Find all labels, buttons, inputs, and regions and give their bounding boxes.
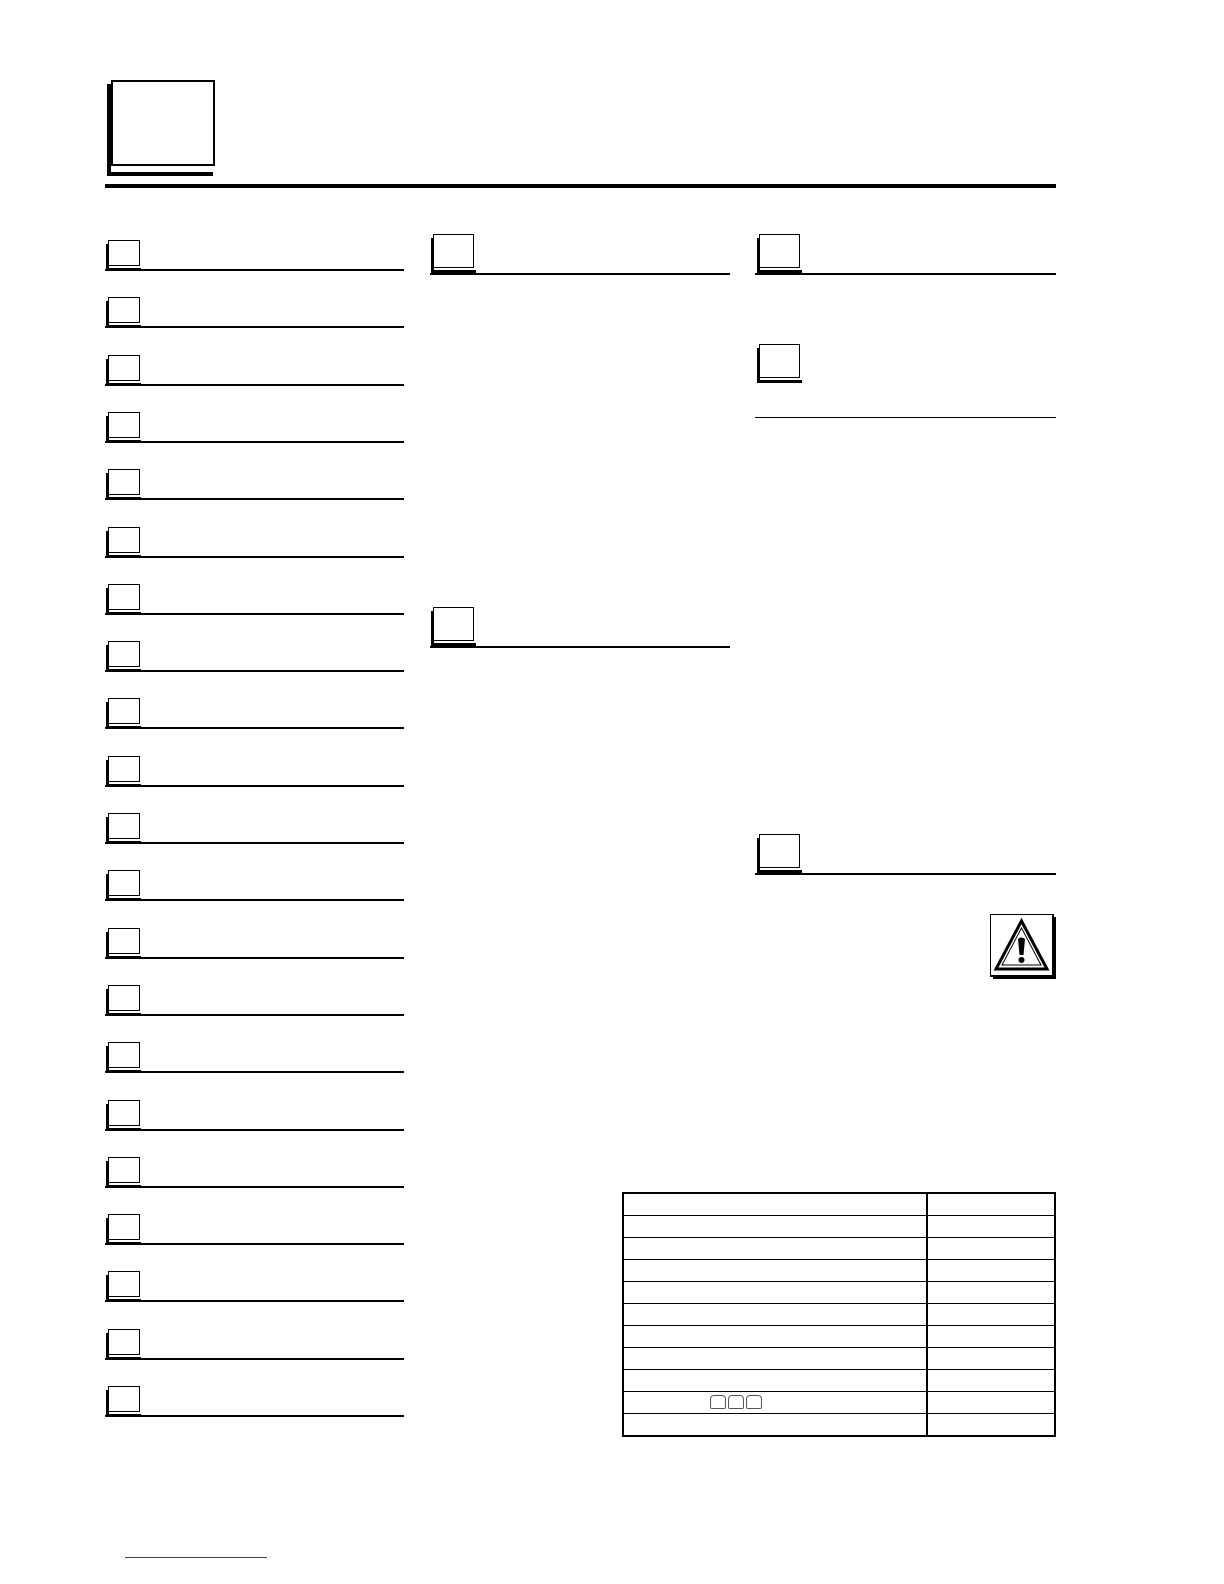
section-marker-left-9 — [106, 698, 140, 728]
table-cell — [623, 1216, 927, 1238]
table-cell — [623, 1414, 927, 1437]
section-marker-left-19 — [106, 1271, 140, 1301]
table-row — [623, 1193, 1055, 1216]
table-cell — [927, 1282, 1055, 1304]
table-row — [623, 1370, 1055, 1392]
table-cell — [623, 1304, 927, 1326]
section-marker-left-16 — [106, 1100, 140, 1130]
battery-icon — [710, 1395, 762, 1409]
section-rule-left-7 — [105, 613, 404, 615]
table-cell — [623, 1282, 927, 1304]
chapter-marker — [107, 80, 215, 176]
section-marker-left-15 — [106, 1042, 140, 1072]
section-marker-left-6 — [106, 527, 140, 557]
section-marker-left-7 — [106, 584, 140, 614]
table-cell — [623, 1348, 927, 1370]
table-cell — [623, 1370, 927, 1392]
table-cell — [623, 1260, 927, 1282]
table-cell — [927, 1370, 1055, 1392]
table-cell — [927, 1392, 1055, 1414]
table-row — [623, 1238, 1055, 1260]
section-marker-left-17 — [106, 1157, 140, 1187]
chapter-rule — [105, 184, 1056, 188]
section-marker-left-12 — [106, 870, 140, 900]
section-marker-middle-2 — [431, 607, 475, 645]
section-rule-left-15 — [105, 1071, 404, 1073]
section-rule-left-11 — [105, 842, 404, 844]
table-cell — [927, 1193, 1055, 1216]
section-marker-left-5 — [106, 469, 140, 499]
section-marker-left-14 — [106, 985, 140, 1015]
table-row — [623, 1216, 1055, 1238]
section-rule-left-16 — [105, 1129, 404, 1131]
section-rule-left-21 — [105, 1415, 404, 1417]
section-marker-left-8 — [106, 641, 140, 671]
table-row — [623, 1282, 1055, 1304]
section-rule-left-14 — [105, 1014, 404, 1016]
section-marker-left-21 — [106, 1386, 140, 1416]
section-rule-right-1 — [755, 273, 1056, 275]
section-marker-right-3 — [757, 834, 801, 872]
table-cell — [927, 1414, 1055, 1437]
spec-table — [622, 1192, 1056, 1437]
section-rule-left-5 — [105, 498, 404, 500]
table-cell — [927, 1216, 1055, 1238]
section-marker-left-10 — [106, 756, 140, 786]
section-rule-middle-1 — [430, 273, 730, 275]
section-rule-left-6 — [105, 556, 404, 558]
section-rule-left-17 — [105, 1186, 404, 1188]
table-cell — [927, 1348, 1055, 1370]
section-rule-left-18 — [105, 1243, 404, 1245]
section-marker-left-11 — [106, 813, 140, 843]
section-rule-right-2 — [755, 417, 1056, 418]
section-marker-left-4 — [106, 412, 140, 442]
section-marker-left-2 — [106, 297, 140, 327]
section-rule-left-10 — [105, 785, 404, 787]
table-cell — [623, 1326, 927, 1348]
section-marker-right-1 — [757, 234, 801, 272]
table-row — [623, 1326, 1055, 1348]
table-cell — [927, 1238, 1055, 1260]
section-marker-middle-1 — [431, 234, 475, 272]
table-cell — [623, 1392, 927, 1414]
section-marker-left-1 — [106, 240, 140, 270]
section-rule-left-19 — [105, 1300, 404, 1302]
section-marker-right-2 — [757, 344, 801, 382]
table-cell — [623, 1238, 927, 1260]
warning-triangle-icon — [990, 914, 1058, 980]
table-cell — [927, 1326, 1055, 1348]
section-rule-middle-2 — [430, 646, 730, 648]
section-rule-right-3 — [755, 873, 1056, 875]
section-rule-left-4 — [105, 441, 404, 443]
section-rule-left-12 — [105, 899, 404, 901]
table-row — [623, 1392, 1055, 1414]
table-row — [623, 1304, 1055, 1326]
table-row — [623, 1260, 1055, 1282]
section-rule-left-8 — [105, 670, 404, 672]
table-cell — [927, 1304, 1055, 1326]
section-rule-left-13 — [105, 957, 404, 959]
table-cell — [623, 1193, 927, 1216]
table-cell — [927, 1260, 1055, 1282]
section-marker-left-3 — [106, 355, 140, 385]
section-marker-left-20 — [106, 1329, 140, 1359]
table-row — [623, 1348, 1055, 1370]
section-rule-left-2 — [105, 326, 404, 328]
table-row — [623, 1414, 1055, 1437]
section-rule-left-3 — [105, 384, 404, 386]
section-rule-left-9 — [105, 727, 404, 729]
section-rule-left-1 — [105, 269, 404, 271]
section-rule-left-20 — [105, 1358, 404, 1360]
section-marker-left-13 — [106, 928, 140, 958]
footer-link-underline[interactable] — [125, 1557, 267, 1558]
section-marker-left-18 — [106, 1214, 140, 1244]
